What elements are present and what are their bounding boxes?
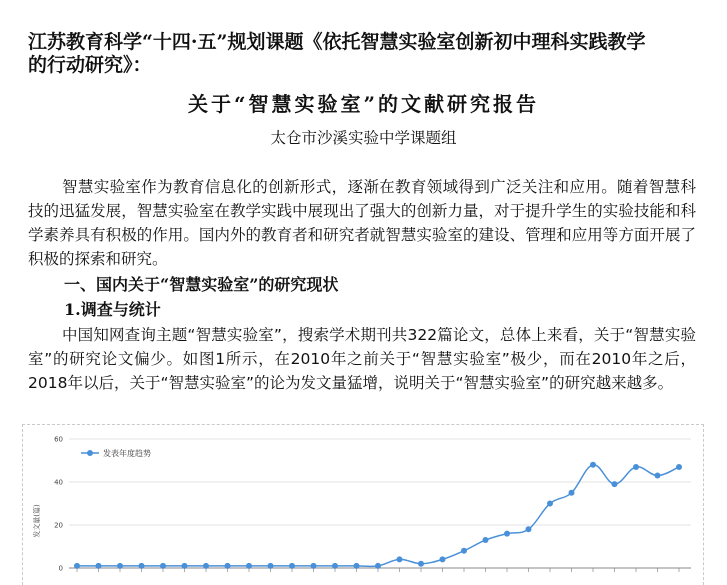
data-point — [547, 501, 553, 507]
data-point — [246, 563, 252, 569]
data-point — [354, 563, 360, 569]
data-point — [676, 464, 682, 470]
trend-chart — [22, 424, 704, 585]
chart-grid — [69, 439, 691, 568]
subsection-heading: 1.调查与统计 — [64, 300, 161, 319]
data-point — [96, 563, 102, 569]
body-paragraph: 中国知网查询主题“智慧实验室”，搜索学术期刊共322篇论文，总体上来看，关于“智慧实验室”的研究论文偏少。如图1所示，在2010年之前关于“智慧实验室”极少，而在2010年之后，2018年以后，关于“智慧实验室”的论为发文量猛增，说明关于“智慧实验室”的研究越来越多。 — [28, 326, 696, 392]
y-tick-label: 20 — [54, 521, 63, 530]
data-point — [225, 563, 231, 569]
data-point — [268, 563, 274, 569]
data-point — [375, 563, 381, 569]
data-point — [418, 561, 424, 567]
series-line — [77, 465, 679, 567]
data-point — [74, 563, 80, 569]
y-tick-label: 0 — [58, 564, 63, 573]
data-point — [440, 556, 446, 562]
data-point — [483, 537, 489, 543]
data-point — [397, 556, 403, 562]
header-line-1: 江苏教育科学“十四·五”规划课题《依托智慧实验室创新初中理科实践教学 — [28, 31, 646, 53]
chart-legend — [81, 448, 151, 458]
chart-series — [74, 462, 682, 569]
report-author: 太仓市沙溪实验中学课题组 — [270, 129, 457, 147]
y-tick-label: 60 — [54, 435, 63, 444]
y-tick-label: 40 — [54, 478, 63, 487]
legend-label: 发表年度趋势 — [103, 449, 151, 458]
intro-paragraph: 智慧实验室作为教育信息化的创新形式，逐渐在教育领域得到广泛关注和应用。随着智慧科技的迅猛发展，智慧实验室在教学实践中展现出了强大的创新力量，对于提升学生的实验技能和科学素养具有积极的作用。国内外的教育者和研究者就智慧实验室的建设、管理和应用等方面开展了积极的探索和研究。 — [28, 178, 696, 268]
data-point — [289, 563, 295, 569]
data-point — [203, 563, 209, 569]
data-point — [569, 490, 575, 496]
data-point — [139, 563, 145, 569]
data-point — [633, 464, 639, 470]
data-point — [526, 526, 532, 532]
data-point — [461, 548, 467, 554]
data-point — [311, 563, 317, 569]
header-line-2: 的行动研究》： — [28, 54, 152, 76]
data-point — [117, 563, 123, 569]
legend-marker — [87, 450, 93, 456]
data-point — [590, 462, 596, 468]
trend-chart-svg — [23, 425, 703, 585]
y-axis-label: 发文量(篇) — [33, 504, 41, 538]
data-point — [612, 481, 618, 487]
data-point — [332, 563, 338, 569]
data-point — [504, 531, 510, 537]
report-title: 关于“智慧实验室”的文献研究报告 — [187, 92, 539, 116]
data-point — [182, 563, 188, 569]
data-point — [655, 473, 661, 479]
section-heading: 一、国内关于“智慧实验室”的研究现状 — [64, 275, 339, 294]
data-point — [160, 563, 166, 569]
